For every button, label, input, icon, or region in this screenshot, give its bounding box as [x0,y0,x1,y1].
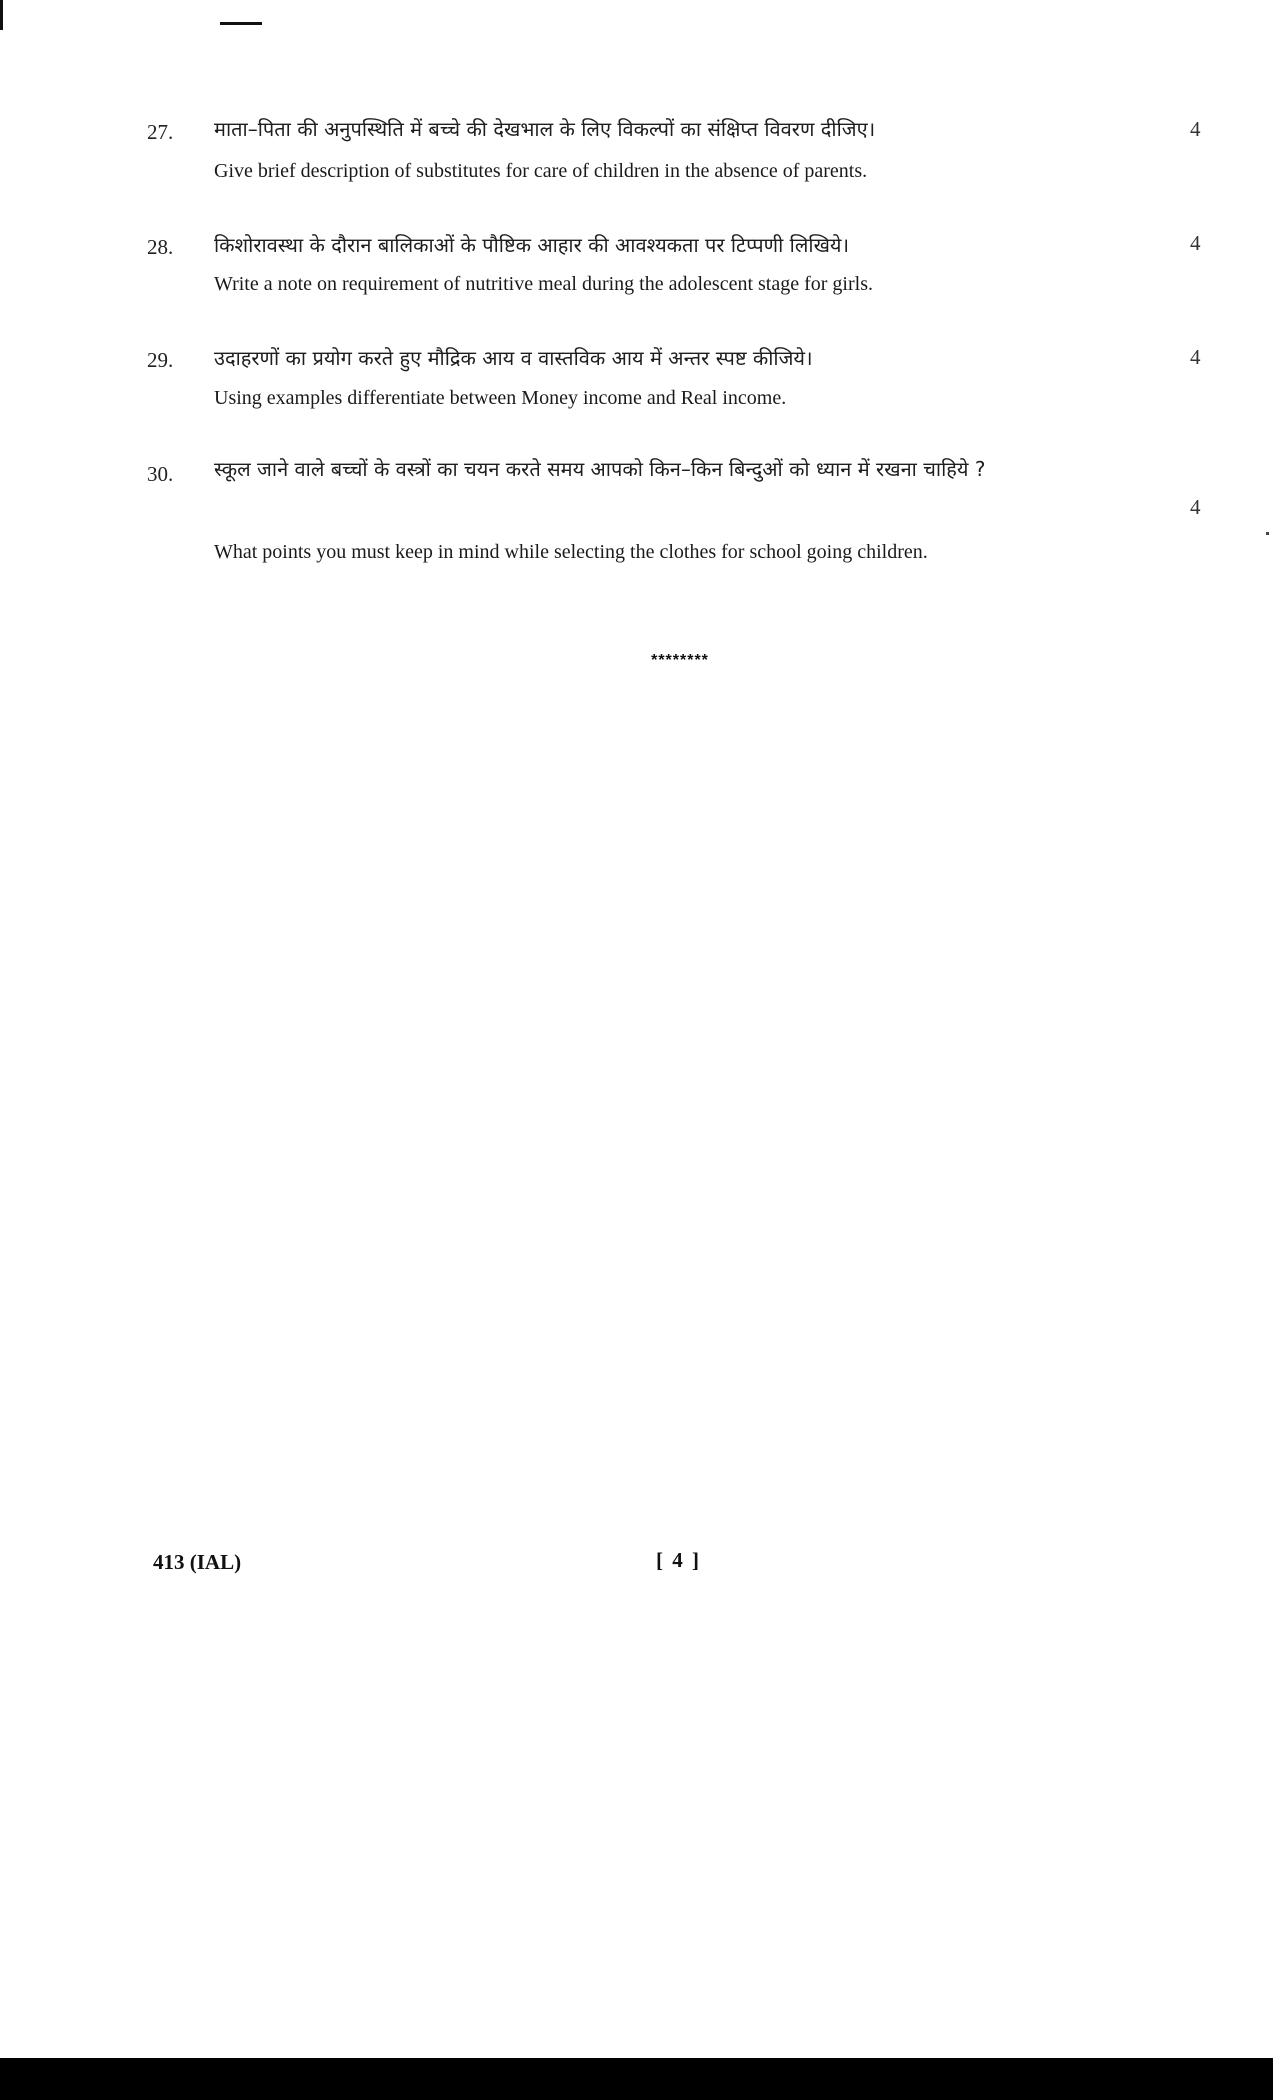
question-number: 29. [147,348,174,372]
question-number: 28. [147,235,174,259]
question-number: 30. [147,462,174,486]
page-number: [ 4 ] [656,1548,699,1572]
question-number: 27. [147,120,174,144]
question-english-text: Write a note on requirement of nutritive meal during the adolescent stage for girls. [214,273,873,295]
scan-edge-mark [0,0,3,30]
question-hindi-text: माता–पिता की अनुपस्थिति में बच्चे की देखभाल के लिए विकल्पों का संक्षिप्त विवरण दीजिए। [214,117,876,141]
scan-speck [1266,532,1269,535]
question-marks: 4 [1190,345,1201,369]
question-english-text: What points you must keep in mind while selecting the clothes for school going children. [214,541,928,563]
question-marks: 4 [1190,231,1201,255]
question-hindi-text: स्कूल जाने वाले बच्चों के वस्त्रों का चयन करते समय आपको किन–किन बिन्दुओं को ध्यान में रखना चाहिये ? [214,457,986,481]
end-of-paper-marker: ******** [651,652,709,669]
question-hindi-text: किशोरावस्था के दौरान बालिकाओं के पौष्टिक आहार की आवश्यकता पर टिप्पणी लिखिये। [214,233,850,257]
question-marks: 4 [1190,495,1201,519]
question-marks: 4 [1190,117,1201,141]
question-hindi-text: उदाहरणों का प्रयोग करते हुए मौद्रिक आय व वास्तविक आय में अन्तर स्पष्ट कीजिये। [214,346,813,370]
question-english-text: Using examples differentiate between Money income and Real income. [214,387,787,409]
scan-bottom-border [0,2058,1273,2100]
question-english-text: Give brief description of substitutes for care of children in the absence of parents. [214,160,868,182]
top-dash-mark [220,22,262,25]
paper-code: 413 (IAL) [153,1550,242,1574]
